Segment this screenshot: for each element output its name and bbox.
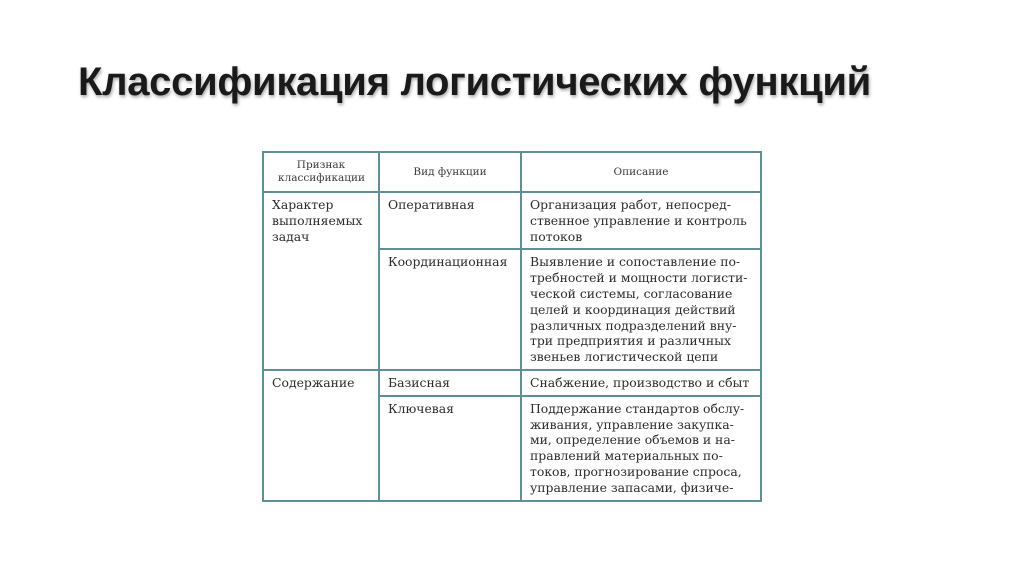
table-header-row bbox=[263, 152, 761, 192]
function-cell: Ключевая bbox=[379, 396, 521, 501]
function-cell: Базисная bbox=[379, 370, 521, 396]
description-line: Выявление и сопоставление по- bbox=[530, 254, 741, 270]
description-cell bbox=[521, 396, 761, 501]
description-line: ми, определение объемов и на- bbox=[530, 432, 735, 448]
description-line: Организация работ, непосред- bbox=[530, 197, 731, 212]
description-line: управление запасами, физиче- bbox=[530, 479, 734, 495]
description-cell bbox=[521, 370, 761, 396]
description-cell bbox=[521, 192, 761, 249]
description-line: требностей и мощности логисти- bbox=[530, 270, 748, 286]
description-line: Снабжение, производство и сбыт bbox=[530, 374, 750, 390]
classification-table bbox=[262, 151, 762, 502]
function-cell: Оперативная bbox=[379, 192, 521, 249]
header-function-type: Вид функции bbox=[379, 152, 521, 192]
criterion-cell: Содержание bbox=[263, 370, 379, 501]
description-line: токов, прогнозирование спроса, bbox=[530, 463, 742, 479]
table-row bbox=[263, 370, 761, 396]
description-line: правлений материальных по- bbox=[530, 448, 723, 464]
description-line: звеньев логистической цепи bbox=[530, 349, 719, 365]
function-cell: Координационная bbox=[379, 249, 521, 370]
description-line: Поддержание стандартов обслу- bbox=[530, 400, 745, 416]
description-line: три предприятия и различных bbox=[530, 333, 731, 349]
criterion-cell: Характер выполняемых задач bbox=[263, 192, 379, 370]
description-cell bbox=[521, 249, 761, 370]
description-line: различных подразделений вну- bbox=[530, 317, 737, 333]
table-row bbox=[263, 192, 761, 249]
description-line: целей и координация действий bbox=[530, 301, 736, 317]
header-description: Описание bbox=[521, 152, 761, 192]
slide-title: Классификация логистических функций bbox=[78, 60, 871, 104]
description-line: ческой системы, согласование bbox=[530, 285, 733, 301]
header-criterion: Признак классификации bbox=[263, 152, 379, 192]
description-line: живания, управление закупка- bbox=[530, 416, 734, 432]
description-line: ственное управление и контроль bbox=[530, 212, 747, 228]
description-line: потоков bbox=[530, 228, 583, 244]
